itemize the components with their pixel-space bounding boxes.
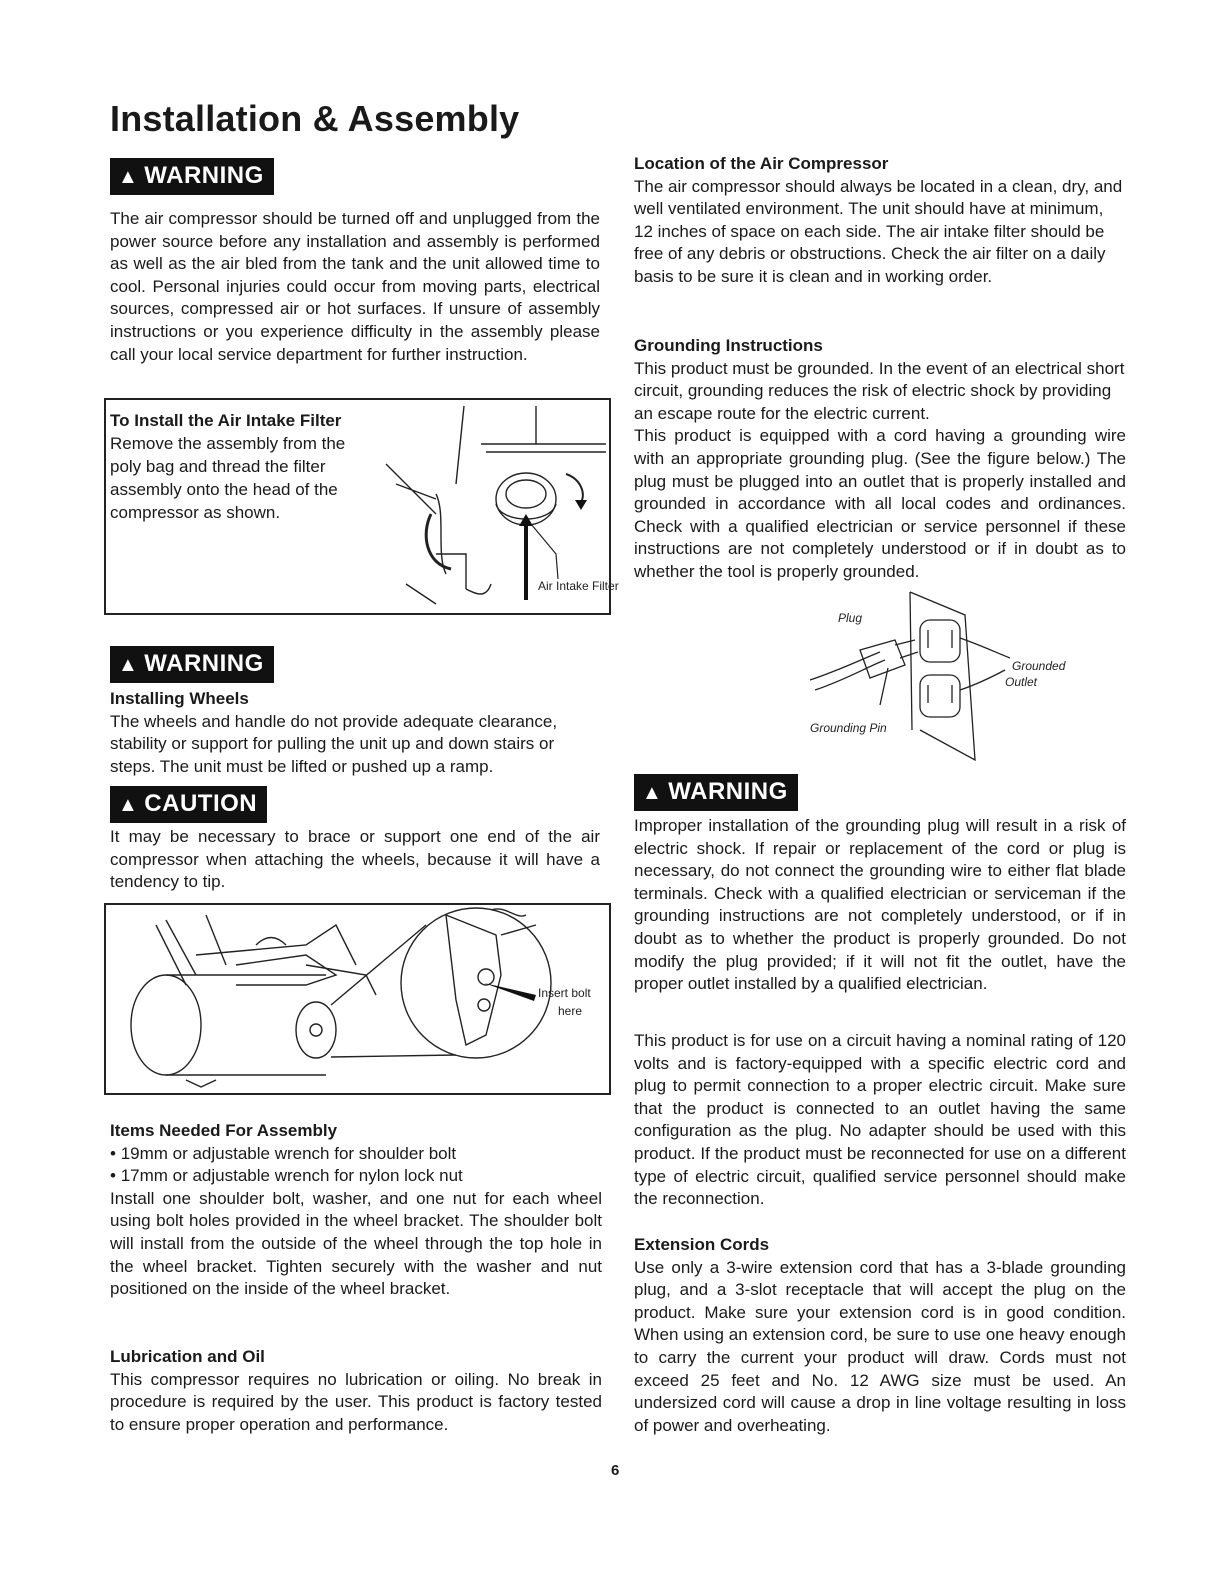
warning-badge: ▲ WARNING: [110, 158, 274, 195]
warning-badge-2: ▲ WARNING: [110, 646, 274, 683]
circuit-text: This product is for use on a circuit having a nominal rating of 120 volts and is factory-equipped with a specific electric cord and plug to permit connection to a proper electric circuit. Make sure that the product is connected to an outlet having the same configuration as the plug. No adapter should be used with this product. If the product must be reconnected for use on a different type of electric circuit, qualified service personnel should make the reconnection.: [634, 1031, 1126, 1209]
wheel-bracket-figure: [106, 905, 609, 1093]
caution-triangle-icon: ▲: [118, 794, 139, 816]
grounding-text-2: This product is equipped with a cord having a grounding wire with an appropriate grounding plug. (See the figure below.) The plug must be plugged into an outlet that is properly installed and grounded in accordance with all local codes and ordinances. Check with a qualified electrician or service personnel if these instructions are not completely understood or if in doubt as to whether the tool is properly grounded.: [634, 426, 1126, 581]
lubrication-section: [110, 1346, 602, 1436]
location-section: [634, 153, 1126, 289]
lubrication-heading: Lubrication and Oil: [110, 1347, 265, 1366]
grounded-outlet-label: Grounded: [1012, 659, 1066, 673]
page-title: Installation & Assembly: [110, 98, 520, 139]
warning-triangle-icon: ▲: [642, 782, 663, 804]
grounding-warning-text: Improper installation of the grounding plug will result in a risk of electric shock. If repair or replacement of the cord or plug is necessary, do not connect the grounding wire to either flat blade terminals. Check with a qualified electrician or serviceman if the grounding instructions are not completely understood, or if in doubt as to whether the product is properly grounded. Do not modify the plug provided; if it will not fit the outlet, have the proper outlet installed by a qualified electrician.: [634, 816, 1126, 994]
grounding-section: [634, 335, 1126, 584]
items-needed-text: Install one shoulder bolt, washer, and one nut for each wheel using bolt holes provided in the wheel bracket. The shoulder bolt will install from the outside of the wheel through the top hole in the wheel bracket. Tighten securely with the washer and nut positioned on the inside of the wheel bracket.: [110, 1188, 602, 1299]
filter-text: Remove the assembly from the poly bag and thread the filter assembly onto the head of the compressor as shown.: [110, 434, 346, 522]
items-list-item: • 17mm or adjustable wrench for nylon lock nut: [110, 1166, 463, 1186]
extension-cords-heading: Extension Cords: [634, 1235, 770, 1254]
installing-wheels-heading: Installing Wheels: [110, 689, 249, 708]
grounded-outlet-figure: [800, 590, 1100, 770]
warning-text: The air compressor should be turned off and unplugged from the power source before any installation and assembly is performed as well as the air bled from the tank and the unit allowed time to cool. Personal injuries could occur from moving parts, electrical sources, compressed air or hot surfaces. If unsure of assembly instructions or you experience difficulty in the assembly please call your local service department for further instruction.: [110, 209, 600, 364]
items-needed-section: [110, 1120, 602, 1301]
air-intake-filter-figure: [376, 404, 619, 609]
caution-text: It may be necessary to brace or support one end of the air compressor when attaching the wheels, because it will have a tendency to tip.: [110, 827, 600, 892]
lubrication-text: This compressor requires no lubrication or oiling. No break in procedure is required by the user. This product is factory tested to ensure proper operation and performance.: [110, 1369, 602, 1434]
insert-bolt-label: Insert bolt: [538, 986, 591, 1000]
grounded-outlet-label-2: Outlet: [1005, 675, 1038, 689]
page-number: 6: [611, 1462, 620, 1479]
plug-label: Plug: [838, 611, 863, 625]
extension-cords-section: [634, 1234, 1126, 1437]
warning-badge-3: ▲ WARNING: [634, 774, 798, 811]
insert-bolt-label-2: here: [558, 1004, 583, 1018]
warning-triangle-icon: ▲: [118, 654, 139, 676]
air-filter-box: [104, 398, 619, 615]
extension-cords-text: Use only a 3-wire extension cord that has a 3-blade grounding plug, and a 3-slot receptacle that will accept the plug on the product. Make sure your extension cord is in good condition. When using an extension cord, be sure to use one heavy enough to carry the current your product will draw. Cords must not exceed 25 feet and No. 12 AWG size must be used. An undersized cord will cause a drop in line voltage resulting in loss of power and overheating.: [634, 1257, 1126, 1435]
location-text: The air compressor should always be located in a clean, dry, and well ventilated environment. The unit should have at minimum, 12 inches of space on each side. The air intake filter should be free of any debris or obstructions. Check the air filter on a daily basis to be sure it is clean and in working order.: [634, 176, 1123, 286]
items-list-item: • 19mm or adjustable wrench for shoulder bolt: [110, 1143, 457, 1163]
location-heading: Location of the Air Compressor: [634, 154, 889, 173]
filter-heading: To Install the Air Intake Filter: [110, 411, 342, 430]
grounding-pin-label: Grounding Pin: [810, 721, 887, 735]
grounding-heading: Grounding Instructions: [634, 336, 823, 355]
items-needed-heading: Items Needed For Assembly: [110, 1121, 338, 1140]
grounding-text-1: This product must be grounded. In the event of an electrical short circuit, grounding reduces the risk of electric shock by providing an escape route for the electric current.: [634, 358, 1125, 423]
installing-wheels-section: [110, 688, 602, 778]
air-intake-filter-label: Air Intake Filter: [538, 579, 619, 593]
warning-triangle-icon: ▲: [118, 166, 139, 188]
wheel-figure-box: [104, 903, 611, 1095]
caution-badge: ▲ CAUTION: [110, 786, 267, 823]
installing-wheels-text: The wheels and handle do not provide adequate clearance, stability or support for pulling the unit up and down stairs or steps. The unit must be lifted or pushed up a ramp.: [110, 711, 558, 776]
